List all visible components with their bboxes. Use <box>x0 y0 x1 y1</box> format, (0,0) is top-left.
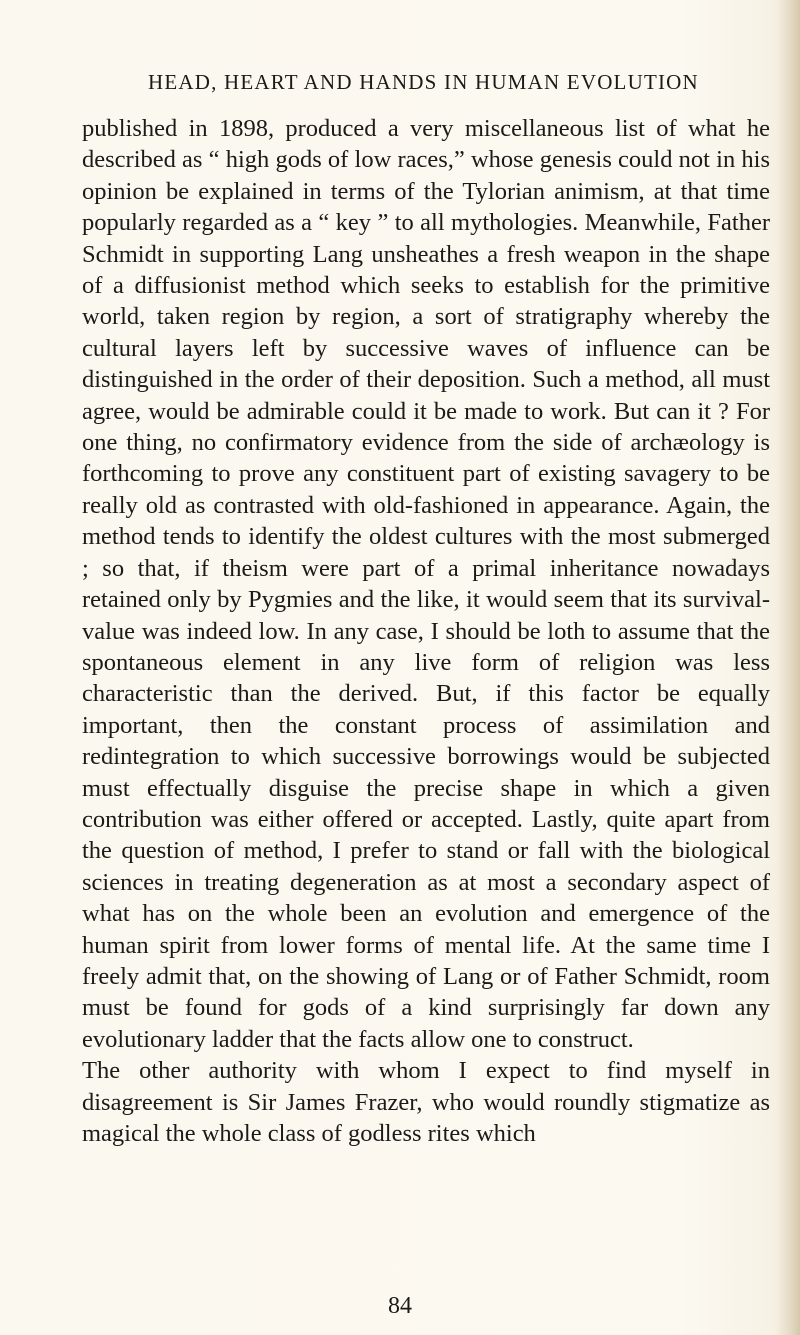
running-head: HEAD, HEART AND HANDS IN HUMAN EVOLUTION <box>148 70 699 94</box>
page-number: 84 <box>388 1293 412 1319</box>
body-text <box>82 113 770 1149</box>
page-edge-shadow <box>776 0 800 1335</box>
paragraph-2: The other authority with whom I expect to find myself in disagreement is Sir James Frazer, who would roundly stigmatize as magical the whole class of godless rites which <box>82 1057 770 1147</box>
paragraph-1: published in 1898, produced a very miscellaneous list of what he described as “ high gods of low races,” whose genesis could not in his opinion be explained in terms of the Tylorian animism, at that time popularly regarded as a “ key ” to all mythologies. Meanwhile, Father Schmidt in supporting Lang unsheathes a fresh weapon in the shape of a diffusionist method which seeks to establish for the primitive world, taken region by region, a sort of stratigraphy whereby the cultural layers left by successive waves of influence can be distinguished in the order of their deposition. Such a method, all must agree, would be admirable could it be made to work. But can it ? For one thing, no confirmatory evidence from the side of archæology is forthcoming to prove any constituent part of existing savagery to be really old as contrasted with old-fashioned in appearance. Again, the method tends to identify the oldest cultures with the most submerged ; so that, if theism were part of a primal inheritance nowadays retained only by Pygmies and the like, it would seem that its survival-value was indeed low. In any case, I should be loth to assume that the spontaneous element in any live form of religion was less characteristic than the derived. But, if this factor be equally important, then the constant process of assimilation and redintegration to which successive borrowings would be subjected must effectually disguise the precise shape in which a given contribution was either offered or accepted. Lastly, quite apart from the question of method, I prefer to stand or fall with the biological sciences in treating degeneration as at most a secondary aspect of what has on the whole been an evolution and emergence of the human spirit from lower forms of mental life. At the same time I freely admit that, on the showing of Lang or of Father Schmidt, room must be found for gods of a kind surprisingly far down any evolutionary ladder that the facts allow one to construct. <box>82 115 770 1053</box>
